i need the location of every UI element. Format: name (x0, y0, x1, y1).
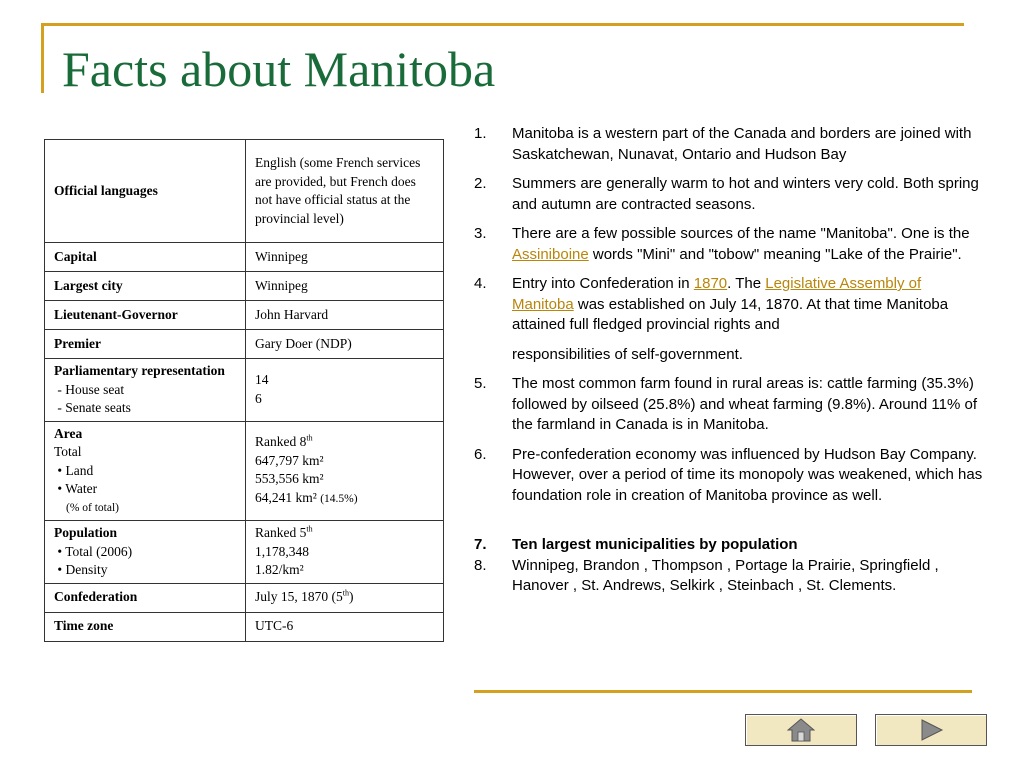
row-value-line: 14 (255, 372, 269, 388)
row-value-line (255, 433, 434, 452)
row-key-sub: • Total (2006) (54, 543, 133, 559)
row-value-line (255, 489, 434, 509)
list-number: 8. (474, 556, 487, 574)
row-key: Time zone (45, 612, 246, 641)
list-text: was established on July 14, 1870. At that time Manitoba attained full fledged provincial rights and (512, 295, 949, 333)
row-key-sub: • Land (54, 462, 94, 478)
list-item (474, 224, 984, 265)
list-number: 3. (474, 225, 487, 242)
table-row (45, 521, 444, 584)
assiniboine-link[interactable]: Assiniboine (512, 245, 589, 263)
list-text: responsibilities of self-government. (512, 345, 743, 363)
bottom-rule (474, 690, 972, 693)
row-key: Premier (45, 330, 246, 359)
list-text: The most common farm found in rural areas is: cattle farming (35.3%) followed by oilseed (25.8%) and wheat farming (9.8%). Around 11% of the farmland in Canada is in Manitoba. (512, 375, 977, 433)
row-key-sub: - Senate seats (54, 400, 131, 415)
table-row (45, 583, 444, 612)
row-value (246, 583, 444, 612)
rank-sup: th (306, 524, 313, 534)
row-key (45, 359, 246, 422)
list-item (474, 174, 984, 215)
year-1870-link[interactable]: 1870 (693, 275, 728, 292)
top-rule (44, 23, 964, 26)
table-row (45, 421, 444, 521)
row-value-line: 553,556 km² (255, 471, 324, 487)
row-value: Gary Doer (NDP) (246, 330, 444, 359)
list-text: . The (727, 275, 766, 292)
list-text: Entry into Confederation in (512, 275, 694, 292)
row-value-line (255, 524, 434, 543)
row-key: Official languages (45, 140, 246, 243)
list-text: words "Mini" and "tobow" meaning "Lake of the Prairie". (588, 245, 962, 263)
row-key: Largest city (45, 272, 246, 301)
confederation-sup: th (342, 588, 349, 598)
list-item (474, 556, 984, 597)
row-key: Capital (45, 243, 246, 272)
row-key-label: Area (54, 425, 83, 441)
row-value: English (some French services are provided, but French does not have official status at the provincial level) (246, 140, 444, 243)
confederation-date: July 15, 1870 (5 (255, 589, 343, 605)
line-gap (512, 336, 984, 345)
row-key-label: Parliamentary representation (54, 363, 225, 378)
slide-title: Facts about Manitoba (62, 41, 496, 97)
rank-text: Ranked 5 (255, 525, 307, 540)
facts-table (44, 139, 444, 642)
rank-text: Ranked 8 (255, 434, 307, 450)
row-value: UTC-6 (246, 612, 444, 641)
list-text: Winnipeg, Brandon , Thompson , Portage la Prairie, Springfield , Hanover , St. Andrews, Selkirk , Steinbach , St. Clements. (512, 556, 939, 594)
row-key: Lieutenant-Governor (45, 301, 246, 330)
row-key-sub: Total (54, 444, 82, 459)
list-number: 6. (474, 445, 487, 463)
list-text: There are a few possible sources of the name "Manitoba". One is the (512, 225, 970, 242)
list-number: 2. (474, 175, 487, 192)
list-number: 7. (474, 536, 487, 553)
left-rule (41, 23, 44, 93)
row-value (246, 521, 444, 584)
list-number: 5. (474, 375, 487, 392)
table-row (45, 140, 444, 243)
list-item (474, 445, 984, 507)
list-item (474, 124, 984, 165)
row-key-sub: (% of total) (66, 501, 120, 514)
row-key-sub: - House seat (54, 381, 125, 397)
water-value: 64,241 km² (255, 489, 317, 505)
list-text: Manitoba is a western part of the Canada and borders are joined with Saskatchewan, Nunavat, Ontario and Hudson Bay (512, 125, 972, 163)
table-row (45, 243, 444, 272)
row-key-sub: • Density (54, 562, 108, 577)
table-row (45, 330, 444, 359)
home-button[interactable] (745, 714, 857, 746)
row-value-line: 1,178,348 (255, 543, 309, 559)
row-value-line: 647,797 km² (255, 452, 324, 468)
row-key (45, 421, 246, 521)
rank-sup: th (306, 433, 313, 443)
row-key: Confederation (45, 583, 246, 612)
row-value (246, 359, 444, 422)
list-text: Summers are generally warm to hot and winters very cold. Both spring and autumn are contracted seasons. (512, 175, 979, 213)
facts-list (474, 124, 984, 606)
list-number: 4. (474, 275, 487, 292)
list-text: Ten largest municipalities by population (512, 536, 798, 553)
list-item (474, 535, 984, 556)
list-item (474, 374, 984, 436)
table-row (45, 612, 444, 641)
table-row (45, 301, 444, 330)
next-slide-button[interactable] (875, 714, 987, 746)
confederation-end: ) (348, 589, 354, 605)
list-number: 1. (474, 125, 487, 142)
row-value: Winnipeg (246, 272, 444, 301)
row-key (45, 521, 246, 584)
list-text: Pre-confederation economy was influenced by Hudson Bay Company. However, over a period of time its monopoly was weakened, which has foundation role in creation of Manitoba province as well. (512, 445, 983, 504)
list-item (474, 274, 984, 365)
row-value (246, 421, 444, 521)
row-value: Winnipeg (246, 243, 444, 272)
row-value-line: 6 (255, 390, 262, 406)
next-arrow-icon (918, 718, 944, 742)
table-row (45, 359, 444, 422)
row-value: John Harvard (246, 301, 444, 330)
row-key-label: Population (54, 525, 118, 540)
table-row (45, 272, 444, 301)
water-percent: (14.5%) (320, 492, 358, 505)
row-value-line: 1.82/km² (255, 562, 304, 577)
legislative-assembly-link[interactable]: Legislative Assembly of Manitoba (512, 275, 922, 313)
row-key-sub: • Water (54, 481, 98, 496)
home-icon (787, 717, 815, 743)
